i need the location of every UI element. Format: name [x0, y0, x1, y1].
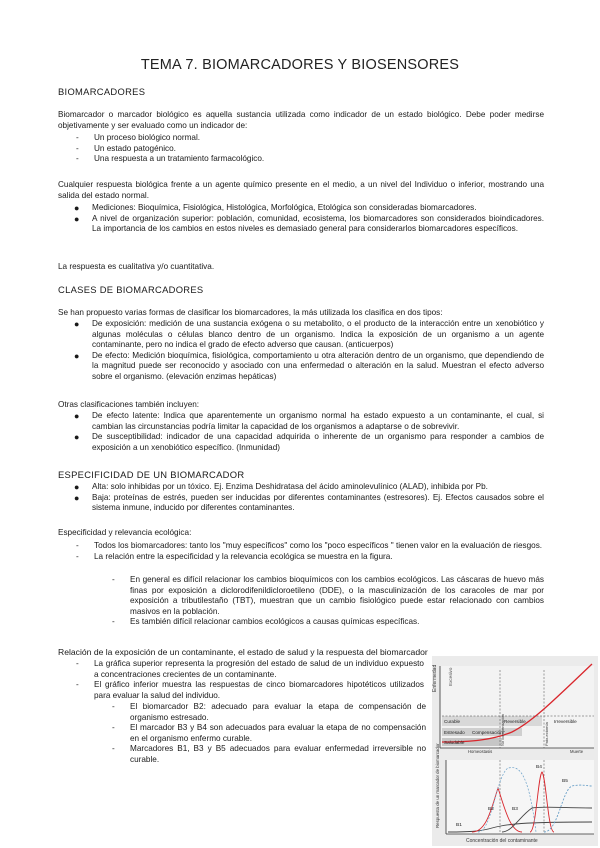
- label-b3: B3: [512, 807, 518, 812]
- list-item: ● De efecto: Medición bioquímica, fisiológica, comportamiento u otra alteración dentro de un organismo, que dependiendo de la magnitud puede ser reconocido y asociado con una enfermedad o alteración en la salud. Muestran el efecto adverso sobre el organismo. (elevación enzimas hepáticas): [74, 350, 544, 381]
- label-compensacion: Compensación: [472, 730, 503, 735]
- heading-relacion: Relación de la exposición de un contaminante, el estado de salud y la respuesta del biomarcador: [58, 647, 428, 657]
- heading-clases: CLASES DE BIOMARCADORES: [58, 284, 204, 295]
- bottom-y-label: Respuesta de un marcador de biomarcador: [435, 743, 440, 828]
- label-b2: B2: [488, 807, 494, 812]
- label-estresado: Estresado: [444, 730, 465, 735]
- paragraph-other-intro: Otras clasificaciones también incluyen:: [58, 400, 200, 409]
- list-item: ● De efecto latente: Indica que aparentemente un organismo normal ha estado expuesto a un contaminante, el cual, si cambian las circunstancias podría limitar la capacidad de los organismos a adaptarse o de sobrevivir.: [74, 411, 544, 431]
- list-item: - Es también difícil relacionar cambios ecológicos a causas químicas específicas.: [112, 617, 420, 627]
- paragraph-clases-intro: Se han propuesto varias formas de clasificar los biomarcadores, la más utilizada los clasifica en dos tipos:: [58, 308, 443, 317]
- list-item: - El marcador B3 y B4 son adecuados para evaluar la etapa de no compensación en el organismo enfermo curable.: [112, 723, 426, 743]
- list-item: ● De susceptibilidad: indicador de una capacidad adquirida o inherente de un organismo para responder a cambios de exposición a un xenobiótico específico. (Inmunidad): [74, 432, 544, 452]
- clases-bullets: [74, 319, 544, 383]
- list-item: - El gráfico inferior muestra las respuestas de cinco biomarcadores hipotéticos utilizados para evaluar la salud del individuo.: [76, 680, 424, 700]
- list-item: ● Baja: proteínas de estrés, pueden ser inducidas por diferentes contaminantes (estresores). Ej. Efectos causados sobre el sistema inmune, inducido por diferentes contaminantes.: [74, 492, 544, 513]
- label-irreversible: Irreversible: [554, 719, 577, 724]
- heading-especificidad: ESPECIFICIDAD DE UN BIOMARCADOR: [58, 469, 245, 480]
- list-item: ● Mediciones: Bioquímica, Fisiológica, Histológica, Morfológica, Etológica son consideradas biomarcadores.: [74, 203, 477, 213]
- x-axis-label: Concentración del contaminante: [466, 838, 538, 844]
- top-y-label: Enfermedad: [432, 664, 438, 692]
- other-bullets: [74, 411, 544, 453]
- label-b5: B5: [562, 779, 568, 784]
- label-saludable: Saludable: [444, 740, 465, 745]
- measurement-bullets: [74, 203, 544, 235]
- definition-dash-list: [76, 133, 544, 165]
- relacion-dash-list: [76, 659, 424, 701]
- list-item: - En general es difícil relacionar los cambios bioquímicos con los cambios ecológicos. Las cáscaras de huevo más finas por exposición a diclorodifenildicloroetileno (DDE), o la masculinización de los caracoles de mar por exposición a tributilestaño (TBT), muestran que un cambio fisiológico puede estar relacionado con cambios masivos en la población.: [112, 575, 544, 616]
- label-muerte: Muerte: [570, 749, 584, 754]
- page-title: TEMA 7. BIOMARCADORES Y BIOSENSORES: [140, 57, 460, 73]
- label-no-compensacion: No compensación: [500, 713, 505, 746]
- especificidad-bullets: [74, 482, 544, 514]
- label-reversible: Reversible: [504, 719, 526, 724]
- list-item: - El biomarcador B2: adecuado para evaluar la etapa de compensación de organismo estresado.: [112, 702, 426, 722]
- paragraph-response: Cualquier respuesta biológica frente a un agente químico presente en el medio, a un nivel del Individuo o inferior, mostrando una salida del estado normal.: [58, 180, 544, 200]
- health-progression-panel: [432, 664, 594, 754]
- list-item: ● Alta: solo inhibidas por un tóxico. Ej. Enzima Deshidratasa del ácido aminolevulínico (ALAD), inhibida por Pb.: [74, 482, 488, 492]
- list-item: ● A nivel de organización superior: población, comunidad, ecosistema, los biomarcadores son considerados bioindicadores. La importancia de los cambios en estos niveles es demasiado general para considerarlos biomarcadores específicos.: [74, 213, 544, 234]
- label-homeostasis: Homeostasis: [468, 749, 493, 754]
- eco-dash-list: [76, 541, 544, 562]
- label-curable: Curable: [444, 719, 461, 724]
- paragraph-eco-intro: Especificidad y relevancia ecológica:: [58, 528, 192, 537]
- list-item: - Un estado patogénico.: [76, 143, 176, 153]
- relacion-sub-list: [112, 702, 426, 766]
- label-excesivo: Excesivo: [448, 667, 453, 686]
- label-pathology: Pato-ectomía: [544, 722, 549, 746]
- label-b1: B1: [456, 823, 462, 828]
- eco-sub-list: [112, 575, 544, 628]
- label-b4: B4: [536, 765, 542, 770]
- list-item: - La relación entre la especificidad y la relevancia ecológica se muestra en la figura.: [76, 551, 393, 561]
- list-item: - La gráfica superior representa la progresión del estado de salud de un individuo expuesto a concentraciones crecientes de un contaminante.: [76, 659, 424, 679]
- heading-biomarcadores: BIOMARCADORES: [58, 86, 146, 97]
- paragraph-definition: Biomarcador o marcador biológico es aquella sustancia utilizada como indicador de un estado biológico. Debe poder medirse objetivamente y ser evaluado como un indicador de:: [58, 110, 544, 130]
- list-item: - Un proceso biológico normal.: [76, 133, 201, 142]
- list-item: - Una respuesta a un tratamiento farmacológico.: [76, 154, 265, 164]
- list-item: ● De exposición: medición de una sustancia exógena o su metabolito, o el producto de la interacción entre un xenobiótico y algunas moléculas o células blanco dentro de un organismo. Indica la exposición de un organismo a un agente contaminante, pero no indica el grado de efecto adverso que causan. (anticuerpos): [74, 319, 544, 350]
- biomarker-health-figure: [432, 656, 598, 846]
- paragraph-qualitative: La respuesta es cualitativa y/o cuantitativa.: [58, 262, 215, 271]
- list-item: - Todos los biomarcadores: tanto los "muy específicos" como los "poco específicos " tienen valor en la evaluación de riesgos.: [76, 541, 543, 550]
- list-item: - Marcadores B1, B3 y B5 adecuados para evaluar enfermedad irreversible no curable.: [112, 744, 426, 764]
